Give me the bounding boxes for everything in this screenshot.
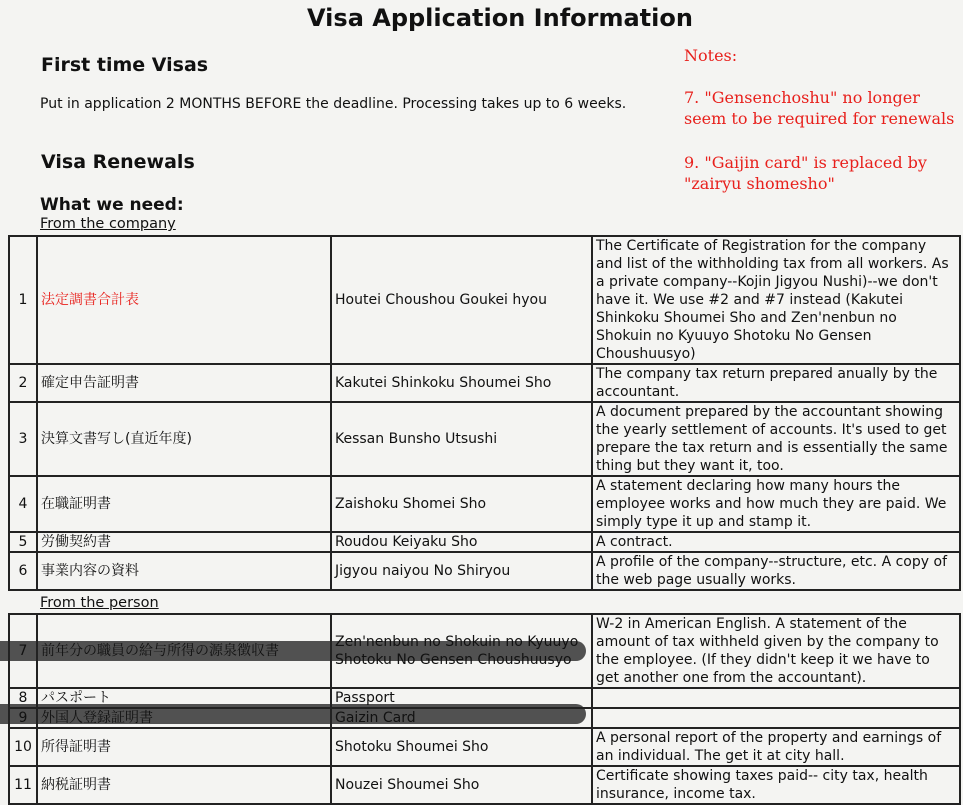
romaji-name: Houtei Choushou Goukei hyou: [331, 236, 592, 364]
description: A profile of the company--structure, etc. A copy of the web page usually works.: [592, 552, 960, 590]
romaji-name: Passport: [331, 688, 592, 708]
table-row: [9, 688, 960, 708]
person-documents-table: [8, 613, 961, 805]
row-number: 11: [9, 766, 37, 804]
notes-label: Notes:: [684, 46, 738, 65]
romaji-name: Zaishoku Shomei Sho: [331, 476, 592, 532]
table-row: [9, 728, 960, 766]
description: W-2 in American English. A statement of the amount of tax withheld given by the company to the employee. (If they didn't keep it we have to get another one from the accountant).: [592, 614, 960, 688]
table-row: [9, 402, 960, 476]
romaji-name: Roudou Keiyaku Sho: [331, 532, 592, 552]
table-row: [9, 364, 960, 402]
japanese-name: 法定調書合計表: [37, 236, 331, 364]
romaji-name: Kessan Bunsho Utsushi: [331, 402, 592, 476]
japanese-name: 在職証明書: [37, 476, 331, 532]
row-number: 2: [9, 364, 37, 402]
description: The company tax return prepared anually by the accountant.: [592, 364, 960, 402]
romaji-name: Kakutei Shinkoku Shoumei Sho: [331, 364, 592, 402]
table-row: [9, 766, 960, 804]
table-row: [9, 552, 960, 590]
romaji-name: Jigyou naiyou No Shiryou: [331, 552, 592, 590]
japanese-name: 事業内容の資料: [37, 552, 331, 590]
japanese-name: 確定申告証明書: [37, 364, 331, 402]
description: A document prepared by the accountant showing the yearly settlement of accounts. It's used to get prepare the tax return and is essentially the same thing but they want it, too.: [592, 402, 960, 476]
japanese-name: 外国人登録証明書: [37, 708, 331, 728]
row-number: 8: [9, 688, 37, 708]
description: The Certificate of Registration for the company and list of the withholding tax from all workers. As a private company--Kojin Jigyou Nushi)--we don't have it. We use #2 and #7 instead (Kakutei Shinkoku Shoumei Sho and Zen'nenbun no Shokuin no Kyuuyo Shotoku No Gensen Choushuusyo): [592, 236, 960, 364]
japanese-name: パスポート: [37, 688, 331, 708]
table-row: [9, 614, 960, 688]
description: Certificate showing taxes paid-- city tax, health insurance, income tax.: [592, 766, 960, 804]
what-we-need-heading: What we need:: [40, 195, 184, 215]
note-7-line2: seem to be required for renewals: [684, 109, 955, 128]
row-number: 4: [9, 476, 37, 532]
romaji-name: Shotoku Shoumei Sho: [331, 728, 592, 766]
table-row: [9, 476, 960, 532]
row-number: 6: [9, 552, 37, 590]
description: A contract.: [592, 532, 960, 552]
table-row: [9, 236, 960, 364]
romaji-name: Zen'nenbun no Shokuin no Kyuuyo Shotoku No Gensen Choushuusyo: [331, 614, 592, 688]
romaji-name: Gaizin Card: [331, 708, 592, 728]
japanese-name: 決算文書写し(直近年度): [37, 402, 331, 476]
description: A statement declaring how many hours the employee works and how much they are paid. We simply type it up and stamp it.: [592, 476, 960, 532]
row-number: 9: [9, 708, 37, 728]
first-time-text: Put in application 2 MONTHS BEFORE the deadline. Processing takes up to 6 weeks.: [40, 96, 627, 112]
renewals-heading: Visa Renewals: [41, 151, 195, 173]
from-person-label: From the person: [40, 595, 159, 611]
japanese-name: 前年分の職員の給与所得の源泉徴収書: [37, 614, 331, 688]
description: [592, 708, 960, 728]
table-row: [9, 708, 960, 728]
notes: [684, 45, 954, 194]
page-title: Visa Application Information: [307, 4, 693, 32]
row-number: 7: [9, 614, 37, 688]
company-documents-table: [8, 235, 961, 591]
first-time-heading: First time Visas: [41, 54, 209, 76]
romaji-name: Nouzei Shoumei Sho: [331, 766, 592, 804]
row-number: 3: [9, 402, 37, 476]
row-number: 10: [9, 728, 37, 766]
from-company-label: From the company: [40, 216, 176, 232]
row-number: 1: [9, 236, 37, 364]
row-number: 5: [9, 532, 37, 552]
japanese-name: 納税証明書: [37, 766, 331, 804]
description: [592, 688, 960, 708]
description: A personal report of the property and earnings of an individual. The get it at city hall.: [592, 728, 960, 766]
japanese-name: 所得証明書: [37, 728, 331, 766]
japanese-name: 労働契約書: [37, 532, 331, 552]
table-row: [9, 532, 960, 552]
note-9-line1: 9. "Gaijin card" is replaced by: [684, 153, 927, 172]
note-9-line2: "zairyu shomesho": [684, 174, 835, 193]
note-7-line1: 7. "Gensenchoshu" no longer: [684, 88, 920, 107]
